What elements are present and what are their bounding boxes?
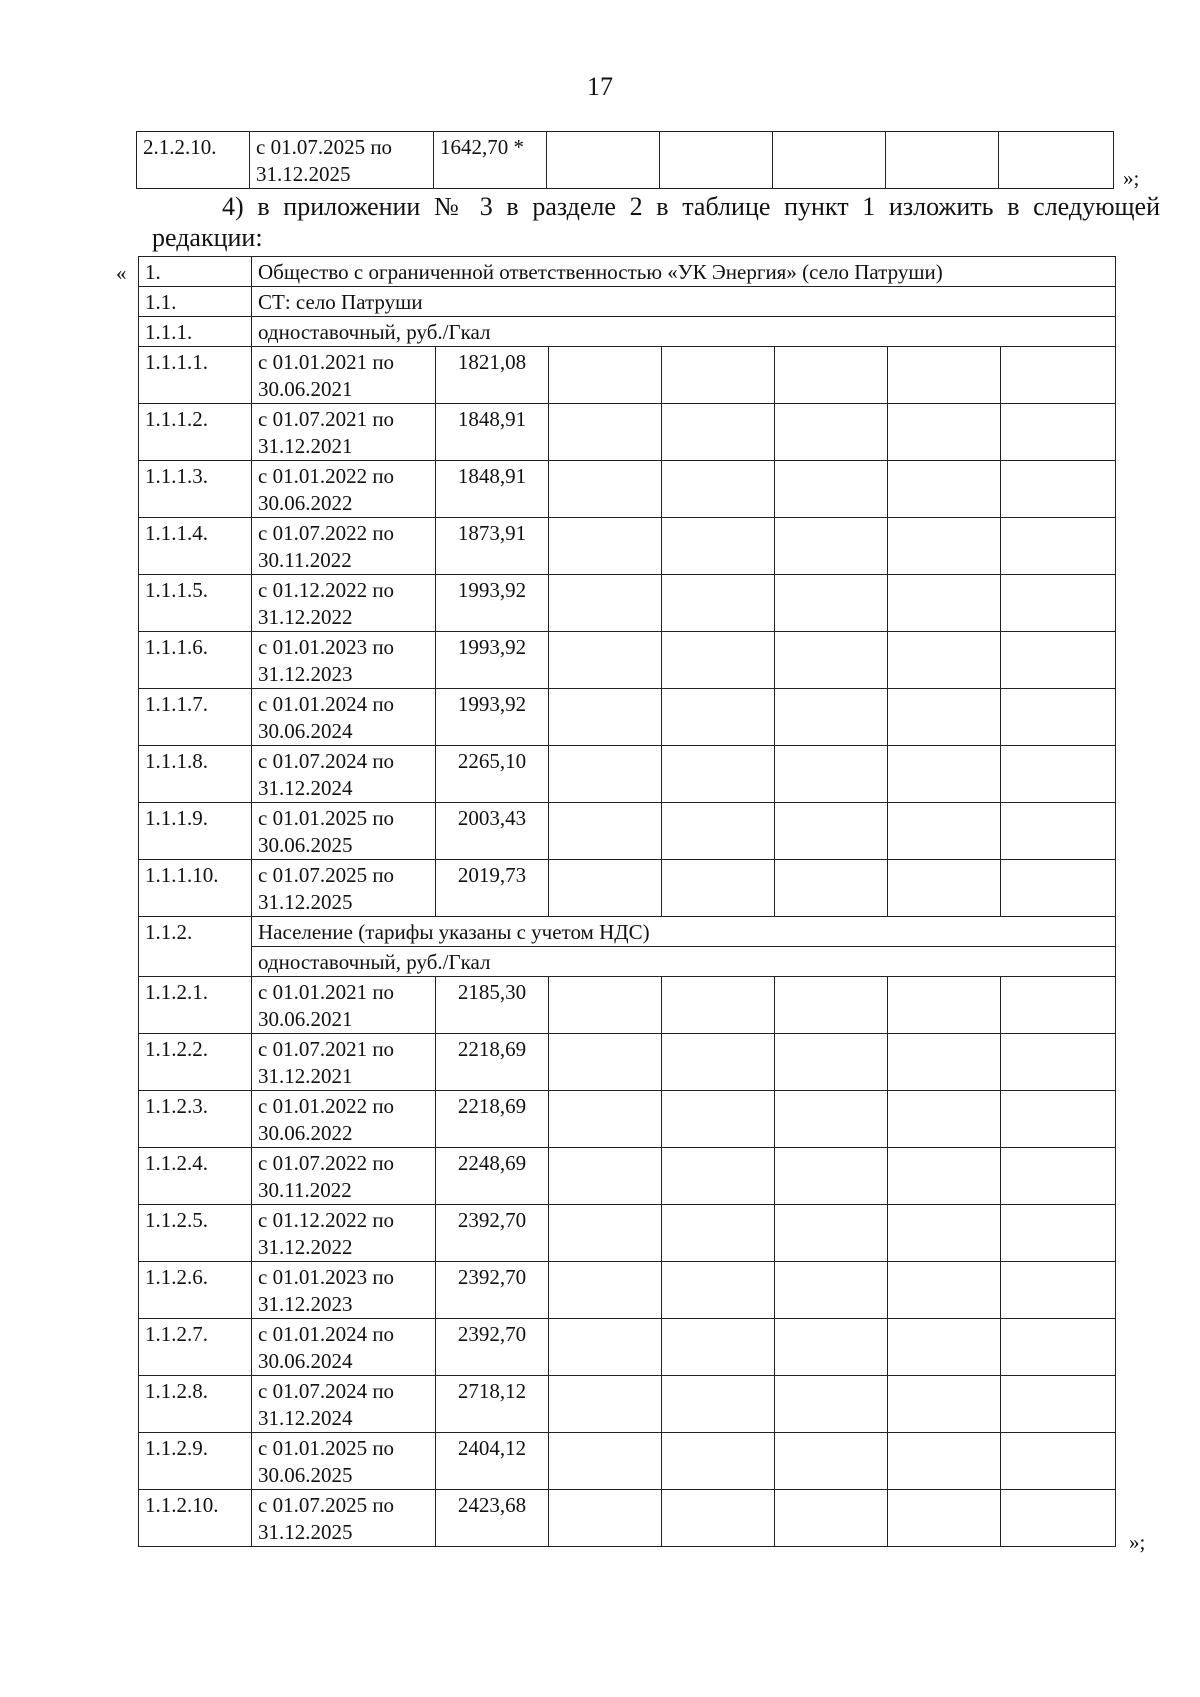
row-period: с 01.07.2022 по 30.11.2022 bbox=[252, 1148, 436, 1205]
empty-cell bbox=[773, 132, 886, 189]
row-value: 1873,91 bbox=[436, 518, 549, 575]
empty-cell bbox=[662, 860, 775, 917]
table-row bbox=[139, 1319, 1116, 1376]
empty-cell bbox=[1001, 1148, 1116, 1205]
row-value: 2392,70 bbox=[436, 1205, 549, 1262]
row-number: 1.1.1.8. bbox=[139, 746, 252, 803]
rate-type-row bbox=[139, 947, 1116, 977]
row-number: 2.1.2.10. bbox=[137, 132, 250, 189]
table-row bbox=[139, 977, 1116, 1034]
table-row bbox=[139, 746, 1116, 803]
empty-cell bbox=[888, 632, 1001, 689]
row-period: с 01.01.2024 по 30.06.2024 bbox=[252, 689, 436, 746]
table-row bbox=[139, 689, 1116, 746]
empty-cell bbox=[662, 977, 775, 1034]
row-period: с 01.07.2021 по 31.12.2021 bbox=[252, 1034, 436, 1091]
row-number: 1.1.1.9. bbox=[139, 803, 252, 860]
row-period: с 01.01.2025 по 30.06.2025 bbox=[252, 803, 436, 860]
row-period: с 01.07.2025 по 31.12.2025 bbox=[250, 132, 434, 189]
empty-cell bbox=[662, 1034, 775, 1091]
empty-cell bbox=[549, 1034, 662, 1091]
empty-cell bbox=[549, 1205, 662, 1262]
empty-cell bbox=[888, 1034, 1001, 1091]
empty-cell bbox=[888, 860, 1001, 917]
row-number: 1.1.1.2. bbox=[139, 404, 252, 461]
system-row bbox=[139, 287, 1116, 317]
empty-cell bbox=[549, 1262, 662, 1319]
row-number: 1.1.2. bbox=[139, 917, 252, 977]
empty-cell bbox=[662, 1433, 775, 1490]
empty-cell bbox=[1001, 347, 1116, 404]
population-label: Население (тарифы указаны с учетом НДС) bbox=[252, 917, 1116, 947]
empty-cell bbox=[662, 1091, 775, 1148]
empty-cell bbox=[1001, 746, 1116, 803]
table-row bbox=[137, 132, 1114, 189]
row-number: 1.1.1.6. bbox=[139, 632, 252, 689]
table-row bbox=[139, 404, 1116, 461]
table-row bbox=[139, 461, 1116, 518]
row-number: 1.1.2.6. bbox=[139, 1262, 252, 1319]
empty-cell bbox=[775, 1091, 888, 1148]
table-row bbox=[139, 347, 1116, 404]
empty-cell bbox=[1001, 977, 1116, 1034]
row-number: 1.1.2.1. bbox=[139, 977, 252, 1034]
row-value: 1848,91 bbox=[436, 461, 549, 518]
row-value: 2392,70 bbox=[436, 1262, 549, 1319]
empty-cell bbox=[775, 404, 888, 461]
table-row bbox=[139, 1433, 1116, 1490]
row-number: 1.1.2.2. bbox=[139, 1034, 252, 1091]
empty-cell bbox=[549, 1319, 662, 1376]
empty-cell bbox=[888, 461, 1001, 518]
empty-cell bbox=[1001, 1034, 1116, 1091]
empty-cell bbox=[888, 1091, 1001, 1148]
row-number: 1.1.2.4. bbox=[139, 1148, 252, 1205]
amendment-paragraph: 4) в приложении № 3 в разделе 2 в таблице пункт 1 изложить в следующей редакции: bbox=[152, 192, 1160, 252]
empty-cell bbox=[775, 803, 888, 860]
empty-cell bbox=[775, 518, 888, 575]
empty-cell bbox=[775, 461, 888, 518]
empty-cell bbox=[775, 1433, 888, 1490]
empty-cell bbox=[775, 746, 888, 803]
empty-cell bbox=[660, 132, 773, 189]
row-number: 1.1.1.7. bbox=[139, 689, 252, 746]
empty-cell bbox=[888, 1376, 1001, 1433]
empty-cell bbox=[888, 803, 1001, 860]
row-number: 1.1.2.5. bbox=[139, 1205, 252, 1262]
empty-cell bbox=[662, 1205, 775, 1262]
row-period: с 01.01.2023 по 31.12.2023 bbox=[252, 632, 436, 689]
row-period: с 01.12.2022 по 31.12.2022 bbox=[252, 575, 436, 632]
row-number: 1.1.1.5. bbox=[139, 575, 252, 632]
row-value: 1821,08 bbox=[436, 347, 549, 404]
row-period: с 01.01.2025 по 30.06.2025 bbox=[252, 1433, 436, 1490]
row-period: с 01.01.2024 по 30.06.2024 bbox=[252, 1319, 436, 1376]
row-period: с 01.07.2024 по 31.12.2024 bbox=[252, 746, 436, 803]
table-row bbox=[139, 860, 1116, 917]
row-period: с 01.01.2022 по 30.06.2022 bbox=[252, 1091, 436, 1148]
empty-cell bbox=[775, 632, 888, 689]
row-value: 2003,43 bbox=[436, 803, 549, 860]
empty-cell bbox=[549, 575, 662, 632]
empty-cell bbox=[549, 1376, 662, 1433]
empty-cell bbox=[888, 689, 1001, 746]
empty-cell bbox=[775, 689, 888, 746]
row-number: 1.1.1.4. bbox=[139, 518, 252, 575]
empty-cell bbox=[662, 347, 775, 404]
row-value: 2218,69 bbox=[436, 1034, 549, 1091]
empty-cell bbox=[888, 1433, 1001, 1490]
row-period: с 01.07.2024 по 31.12.2024 bbox=[252, 1376, 436, 1433]
row-value: 2019,73 bbox=[436, 860, 549, 917]
empty-cell bbox=[775, 860, 888, 917]
row-value: 2392,70 bbox=[436, 1319, 549, 1376]
empty-cell bbox=[888, 404, 1001, 461]
row-number: 1.1.1. bbox=[139, 317, 252, 347]
row-value: 1642,70 * bbox=[434, 132, 547, 189]
empty-cell bbox=[775, 1490, 888, 1547]
table-row bbox=[139, 632, 1116, 689]
empty-cell bbox=[662, 404, 775, 461]
empty-cell bbox=[1001, 404, 1116, 461]
table-row bbox=[139, 1376, 1116, 1433]
empty-cell bbox=[662, 803, 775, 860]
table-row bbox=[139, 1262, 1116, 1319]
empty-cell bbox=[549, 803, 662, 860]
row-value: 1993,92 bbox=[436, 632, 549, 689]
empty-cell bbox=[549, 632, 662, 689]
empty-cell bbox=[1001, 1091, 1116, 1148]
tariff-table bbox=[138, 256, 1116, 1547]
row-period: с 01.07.2022 по 30.11.2022 bbox=[252, 518, 436, 575]
page-number: 17 bbox=[587, 72, 613, 101]
row-period: с 01.07.2025 по 31.12.2025 bbox=[252, 860, 436, 917]
row-value: 1993,92 bbox=[436, 575, 549, 632]
empty-cell bbox=[888, 518, 1001, 575]
empty-cell bbox=[1001, 689, 1116, 746]
empty-cell bbox=[775, 1034, 888, 1091]
empty-cell bbox=[549, 518, 662, 575]
row-period: с 01.01.2021 по 30.06.2021 bbox=[252, 347, 436, 404]
row-value: 2404,12 bbox=[436, 1433, 549, 1490]
empty-cell bbox=[775, 1376, 888, 1433]
rate-type: одноставочный, руб./Гкал bbox=[252, 947, 1116, 977]
empty-cell bbox=[1001, 1205, 1116, 1262]
empty-cell bbox=[775, 1148, 888, 1205]
empty-cell bbox=[662, 689, 775, 746]
org-row bbox=[139, 257, 1116, 287]
org-name: Общество с ограниченной ответственностью «УК Энергия» (село Патруши) bbox=[252, 257, 1116, 287]
row-value: 2218,69 bbox=[436, 1091, 549, 1148]
row-value: 2718,12 bbox=[436, 1376, 549, 1433]
row-value: 2265,10 bbox=[436, 746, 549, 803]
row-number: 1.1.1.10. bbox=[139, 860, 252, 917]
empty-cell bbox=[1001, 1490, 1116, 1547]
row-period: с 01.01.2023 по 31.12.2023 bbox=[252, 1262, 436, 1319]
row-period: с 01.07.2025 по 31.12.2025 bbox=[252, 1490, 436, 1547]
empty-cell bbox=[549, 977, 662, 1034]
empty-cell bbox=[549, 1433, 662, 1490]
empty-cell bbox=[888, 977, 1001, 1034]
system-name: СТ: село Патруши bbox=[252, 287, 1116, 317]
empty-cell bbox=[547, 132, 660, 189]
empty-cell bbox=[1001, 860, 1116, 917]
empty-cell bbox=[1001, 1376, 1116, 1433]
empty-cell bbox=[775, 1262, 888, 1319]
empty-cell bbox=[662, 746, 775, 803]
empty-cell bbox=[1001, 461, 1116, 518]
empty-cell bbox=[888, 1148, 1001, 1205]
empty-cell bbox=[775, 575, 888, 632]
row-value: 2185,30 bbox=[436, 977, 549, 1034]
empty-cell bbox=[549, 404, 662, 461]
previous-tariff-table bbox=[136, 131, 1114, 189]
row-period: с 01.12.2022 по 31.12.2022 bbox=[252, 1205, 436, 1262]
row-value: 1993,92 bbox=[436, 689, 549, 746]
empty-cell bbox=[1001, 632, 1116, 689]
empty-cell bbox=[888, 746, 1001, 803]
empty-cell bbox=[549, 1490, 662, 1547]
row-number: 1.1. bbox=[139, 287, 252, 317]
table-row bbox=[139, 1490, 1116, 1547]
empty-cell bbox=[1001, 518, 1116, 575]
table-row bbox=[139, 575, 1116, 632]
row-number: 1.1.2.9. bbox=[139, 1433, 252, 1490]
row-number: 1. bbox=[139, 257, 252, 287]
table-row bbox=[139, 803, 1116, 860]
empty-cell bbox=[549, 461, 662, 518]
empty-cell bbox=[549, 860, 662, 917]
empty-cell bbox=[662, 632, 775, 689]
row-number: 1.1.2.8. bbox=[139, 1376, 252, 1433]
empty-cell bbox=[888, 1262, 1001, 1319]
empty-cell bbox=[775, 1319, 888, 1376]
empty-cell bbox=[662, 1319, 775, 1376]
row-period: с 01.01.2021 по 30.06.2021 bbox=[252, 977, 436, 1034]
empty-cell bbox=[662, 1376, 775, 1433]
empty-cell bbox=[662, 461, 775, 518]
empty-cell bbox=[1001, 803, 1116, 860]
empty-cell bbox=[662, 518, 775, 575]
empty-cell bbox=[549, 746, 662, 803]
empty-cell bbox=[888, 1205, 1001, 1262]
empty-cell bbox=[1001, 1433, 1116, 1490]
row-period: с 01.07.2021 по 31.12.2021 bbox=[252, 404, 436, 461]
row-value: 2248,69 bbox=[436, 1148, 549, 1205]
row-number: 1.1.2.10. bbox=[139, 1490, 252, 1547]
empty-cell bbox=[549, 689, 662, 746]
empty-cell bbox=[1001, 575, 1116, 632]
row-period: с 01.01.2022 по 30.06.2022 bbox=[252, 461, 436, 518]
table-row bbox=[139, 1205, 1116, 1262]
opening-quote: « bbox=[116, 261, 127, 285]
empty-cell bbox=[662, 1148, 775, 1205]
empty-cell bbox=[888, 1319, 1001, 1376]
empty-cell bbox=[1001, 1319, 1116, 1376]
row-number: 1.1.2.3. bbox=[139, 1091, 252, 1148]
empty-cell bbox=[549, 1091, 662, 1148]
empty-cell bbox=[999, 132, 1114, 189]
row-value: 1848,91 bbox=[436, 404, 549, 461]
closing-quote: »; bbox=[1129, 1530, 1146, 1554]
empty-cell bbox=[662, 575, 775, 632]
empty-cell bbox=[886, 132, 999, 189]
table-row bbox=[139, 518, 1116, 575]
table-row bbox=[139, 1034, 1116, 1091]
closing-quote: »; bbox=[1123, 166, 1140, 190]
empty-cell bbox=[549, 1148, 662, 1205]
empty-cell bbox=[1001, 1262, 1116, 1319]
empty-cell bbox=[662, 1262, 775, 1319]
row-number: 1.1.1.3. bbox=[139, 461, 252, 518]
rate-type: одноставочный, руб./Гкал bbox=[252, 317, 1116, 347]
empty-cell bbox=[775, 977, 888, 1034]
empty-cell bbox=[888, 575, 1001, 632]
table-row bbox=[139, 1148, 1116, 1205]
empty-cell bbox=[775, 347, 888, 404]
empty-cell bbox=[549, 347, 662, 404]
empty-cell bbox=[662, 1490, 775, 1547]
empty-cell bbox=[888, 1490, 1001, 1547]
empty-cell bbox=[775, 1205, 888, 1262]
table-row bbox=[139, 1091, 1116, 1148]
population-row bbox=[139, 917, 1116, 947]
row-number: 1.1.2.7. bbox=[139, 1319, 252, 1376]
empty-cell bbox=[888, 347, 1001, 404]
rate-type-row bbox=[139, 317, 1116, 347]
row-number: 1.1.1.1. bbox=[139, 347, 252, 404]
row-value: 2423,68 bbox=[436, 1490, 549, 1547]
